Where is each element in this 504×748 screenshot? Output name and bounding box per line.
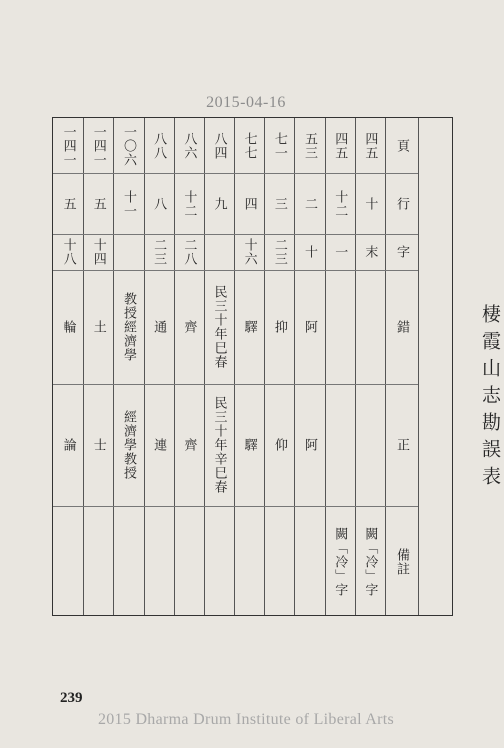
cell-line: 十二 [181,189,197,218]
cell-char: 十八 [60,238,76,266]
cell-right [355,384,385,506]
cell-right: 驛 [241,438,257,452]
header-char: 字 [394,245,409,259]
cell-wrong: 民三十年巳春 [211,285,227,369]
cell-right: 經濟學教授 [120,410,136,480]
cell-wrong: 齊 [181,320,197,334]
cell-note [144,506,174,617]
cell-note: 闕「冷」字 [332,526,348,597]
cell-line: 九 [211,196,227,211]
header-wrong: 錯 [394,320,409,334]
cell-page: 一四一 [60,124,76,167]
cell-line: 五 [90,196,106,211]
cell-char: 二三 [151,238,167,266]
cell-wrong [355,270,385,384]
cell-page: 七一 [271,131,287,160]
cell-wrong: 通 [151,320,167,334]
cell-right: 民三十年辛巳春 [211,396,227,494]
cell-page: 八八 [151,131,167,160]
cell-page: 五三 [302,131,318,160]
date-stamp: 2015-04-16 [206,94,286,111]
page-number: 239 [60,690,83,706]
footer-watermark: 2015 Dharma Drum Institute of Liberal Arts [97,711,395,728]
cell-wrong: 驛 [241,320,257,334]
cell-page: 四五 [362,131,378,160]
cell-note [53,506,83,617]
cell-char [113,234,143,270]
cell-page: 一四一 [90,124,106,167]
header-right: 正 [394,438,409,452]
column-divider [418,118,419,615]
cell-line: 八 [151,196,167,211]
cell-page: 七七 [241,131,257,160]
cell-line: 十 [362,196,378,211]
cell-right: 論 [60,438,76,452]
errata-table [52,117,501,616]
cell-note [264,506,294,617]
cell-char: 十 [302,245,318,259]
cell-page: 四五 [332,131,348,160]
cell-line: 三 [271,196,287,211]
cell-right: 士 [90,438,106,452]
cell-line: 五 [60,196,76,211]
cell-page: 八六 [181,131,197,160]
cell-right: 連 [151,438,167,452]
header-note: 備註 [394,547,409,576]
cell-right [325,384,355,506]
cell-note [204,506,234,617]
cell-right: 阿 [302,438,318,452]
cell-line: 十一 [120,189,136,218]
cell-line: 四 [241,196,257,211]
cell-wrong: 輪 [60,320,76,334]
cell-note: 闕「冷」字 [362,526,378,597]
cell-note [294,506,324,617]
page-title: 棲霞山志勘誤表 [479,304,501,493]
header-line: 行 [394,196,409,211]
cell-page: 一〇六 [120,124,136,167]
cell-note [174,506,204,617]
cell-wrong: 土 [90,320,106,334]
cell-char: 二三 [271,238,287,266]
cell-char: 一 [332,245,348,259]
cell-right: 仰 [271,438,287,452]
cell-wrong: 阿 [302,320,318,334]
cell-wrong: 抑 [271,320,287,334]
cell-page: 八四 [211,131,227,160]
cell-right: 齊 [181,438,197,452]
cell-char: 十四 [90,238,106,266]
cell-note [113,506,143,617]
cell-note [234,506,264,617]
cell-wrong [325,270,355,384]
cell-char [204,234,234,270]
cell-char: 二八 [181,238,197,266]
cell-wrong: 教授經濟學 [120,292,136,362]
cell-note [83,506,113,617]
cell-line: 二 [302,196,318,211]
cell-char: 末 [362,245,378,259]
cell-char: 十六 [241,238,257,266]
header-page: 頁 [394,138,409,153]
cell-line: 十二 [332,189,348,218]
